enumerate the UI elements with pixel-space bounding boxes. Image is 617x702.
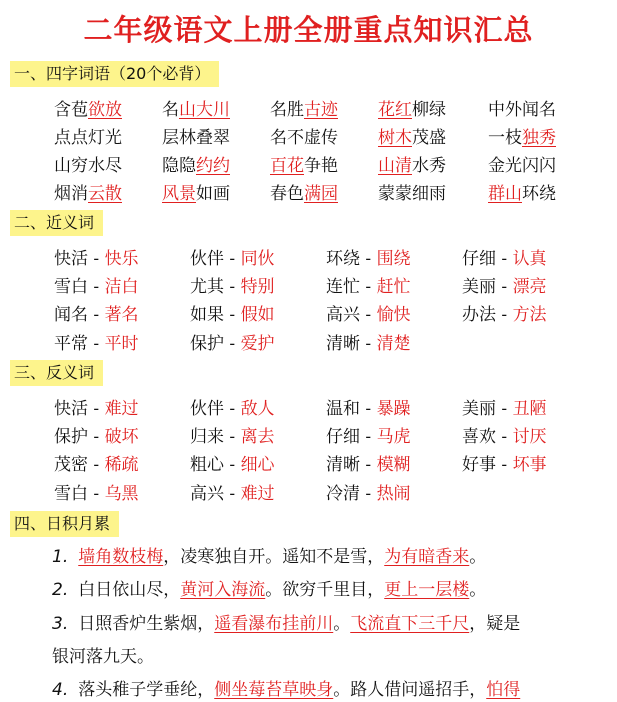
idiom-row [0, 124, 617, 152]
antonym-match: 难过 [104, 399, 139, 419]
poem-number: 4. [52, 680, 69, 700]
synonym-dash: - [360, 249, 377, 269]
synonym-dash: - [224, 277, 241, 297]
idiom-text: 烟消 [54, 184, 88, 204]
antonym-match: 模糊 [376, 455, 411, 475]
synonym-match: 同伙 [240, 249, 275, 269]
synonym-word: 仔细 [462, 249, 496, 269]
poem-text: 日照香炉生紫烟， [78, 614, 215, 634]
antonym-dash: - [360, 427, 377, 447]
idiom-item [54, 124, 122, 152]
idiom-highlight: 欲放 [88, 100, 122, 120]
antonym-pair [326, 395, 411, 423]
synonym-word: 办法 [462, 305, 496, 325]
antonym-word: 冷清 [326, 484, 360, 504]
synonym-row [0, 330, 617, 358]
antonym-row [0, 451, 617, 479]
idiom-item [378, 180, 446, 208]
antonym-dash: - [496, 399, 513, 419]
synonym-dash: - [224, 334, 241, 354]
poem-highlight: 遥看瀑布挂前川 [214, 614, 334, 634]
antonym-word: 粗心 [190, 455, 224, 475]
poem-text: 白日依山尽， [78, 580, 181, 600]
poem-text: ，疑是 [469, 614, 521, 634]
synonym-dash: - [224, 305, 241, 325]
poem-highlight: 飞流直下三千尺 [350, 614, 470, 634]
synonym-pair [54, 301, 139, 329]
idiom-highlight: 约约 [196, 156, 230, 176]
synonym-match: 爱护 [240, 334, 275, 354]
antonym-pair [326, 451, 411, 479]
idiom-text: 点点灯光 [54, 128, 122, 148]
idiom-text: 山穷水尽 [54, 156, 122, 176]
idiom-item [488, 180, 556, 208]
antonym-dash: - [224, 484, 241, 504]
antonym-pair [326, 480, 411, 508]
idiom-highlight [179, 100, 230, 120]
idiom-text: 环绕 [522, 184, 556, 204]
idiom-highlight-part: 山 [179, 100, 196, 120]
idiom-text: 层林叠翠 [162, 128, 230, 148]
antonym-dash: - [360, 399, 377, 419]
synonym-pair [326, 301, 411, 329]
synonym-match: 认真 [512, 249, 547, 269]
idiom-item [162, 96, 230, 124]
antonym-match: 破坏 [104, 427, 139, 447]
idiom-text: 茂盛 [412, 128, 446, 148]
idiom-text: 柳绿 [412, 100, 446, 120]
section-antonyms: 三、反义词 [10, 360, 103, 386]
antonym-dash: - [88, 399, 105, 419]
synonym-dash: - [88, 277, 105, 297]
idiom-text: 名不虚传 [270, 128, 338, 148]
antonym-pair [54, 451, 139, 479]
idiom-item [54, 180, 122, 208]
antonym-match: 乌黑 [104, 484, 139, 504]
synonym-pair [54, 273, 139, 301]
antonym-dash: - [224, 399, 241, 419]
poem-line [52, 612, 520, 636]
antonym-pair [54, 480, 139, 508]
antonym-match: 稀疏 [104, 455, 139, 475]
idiom-highlight: 满园 [304, 184, 338, 204]
idiom-text: 一枝 [488, 128, 522, 148]
synonym-word: 尤其 [190, 277, 224, 297]
idiom-text: 春色 [270, 184, 304, 204]
synonym-word: 雪白 [54, 277, 88, 297]
synonym-match: 特别 [240, 277, 275, 297]
synonym-word: 保护 [190, 334, 224, 354]
idiom-row [0, 152, 617, 180]
idiom-text: 隐隐 [162, 156, 196, 176]
antonym-pair [54, 423, 139, 451]
synonym-pair [190, 273, 275, 301]
antonym-match: 难过 [240, 484, 275, 504]
idiom-highlight: 云散 [88, 184, 122, 204]
antonym-match: 细心 [240, 455, 275, 475]
antonym-match: 丑陋 [512, 399, 547, 419]
poem-text: 。 [333, 614, 351, 634]
idiom-item [54, 152, 122, 180]
synonym-pair [462, 273, 547, 301]
poem-number: 3. [52, 614, 69, 634]
antonym-word: 好事 [462, 455, 496, 475]
synonym-dash: - [360, 305, 377, 325]
antonym-dash: - [496, 427, 513, 447]
idiom-highlight: 树木 [378, 128, 412, 148]
idiom-text: 中外闻名 [488, 100, 556, 120]
idiom-row [0, 180, 617, 208]
synonym-pair [326, 330, 411, 358]
synonym-word: 清晰 [326, 334, 360, 354]
antonym-word: 喜欢 [462, 427, 496, 447]
antonym-match: 敌人 [240, 399, 275, 419]
poem-highlight: 更上一层楼 [384, 580, 470, 600]
idiom-item [378, 152, 446, 180]
synonym-dash: - [88, 305, 105, 325]
idiom-item [270, 96, 338, 124]
synonym-match: 漂亮 [512, 277, 547, 297]
antonym-match: 马虎 [376, 427, 411, 447]
antonym-match: 离去 [240, 427, 275, 447]
antonym-match: 坏事 [512, 455, 547, 475]
antonym-row [0, 423, 617, 451]
antonym-dash: - [224, 427, 241, 447]
antonym-word: 保护 [54, 427, 88, 447]
synonym-word: 美丽 [462, 277, 496, 297]
idiom-highlight: 山清 [378, 156, 412, 176]
synonym-dash: - [496, 249, 513, 269]
section-four-character-idioms: 一、四字词语（20个必背） [10, 61, 219, 87]
synonym-word: 快活 [54, 249, 88, 269]
idiom-highlight: 独秀 [522, 128, 556, 148]
synonym-match: 围绕 [376, 249, 411, 269]
synonym-word: 伙伴 [190, 249, 224, 269]
synonym-match: 平时 [104, 334, 139, 354]
synonym-pair [462, 301, 547, 329]
synonym-word: 环绕 [326, 249, 360, 269]
antonym-match: 暴躁 [376, 399, 411, 419]
synonym-dash: - [360, 334, 377, 354]
antonym-pair [462, 423, 547, 451]
idiom-item [488, 124, 556, 152]
synonym-dash: - [88, 249, 105, 269]
synonym-word: 高兴 [326, 305, 360, 325]
idiom-highlight: 古迹 [304, 100, 338, 120]
poem-highlight: 墙角数枝梅 [78, 547, 164, 567]
synonym-dash: - [224, 249, 241, 269]
poem-text: 。欲穷千里目， [265, 580, 385, 600]
synonym-dash: - [496, 277, 513, 297]
idiom-highlight: 花红 [378, 100, 412, 120]
poem-line [52, 678, 520, 702]
idiom-item [162, 180, 230, 208]
antonym-word: 快活 [54, 399, 88, 419]
synonym-match: 快乐 [104, 249, 139, 269]
poem-text: 落头稚子学垂纶， [78, 680, 215, 700]
antonym-dash: - [360, 455, 377, 475]
antonym-pair [326, 423, 411, 451]
antonym-dash: - [88, 484, 105, 504]
synonym-match: 假如 [240, 305, 275, 325]
idiom-highlight: 群山 [488, 184, 522, 204]
idiom-item [270, 180, 338, 208]
synonym-word: 平常 [54, 334, 88, 354]
synonym-match: 方法 [512, 305, 547, 325]
poem-text: 银河落九天。 [52, 647, 154, 667]
synonym-pair [190, 330, 275, 358]
section-synonyms: 二、近义词 [10, 210, 103, 236]
idiom-item [378, 124, 446, 152]
synonym-pair [54, 245, 139, 273]
synonym-dash: - [496, 305, 513, 325]
synonym-pair [190, 301, 275, 329]
idiom-text: 含苞 [54, 100, 88, 120]
poem-highlight: 为有暗香来 [384, 547, 470, 567]
idiom-item [270, 152, 338, 180]
idiom-text: 如画 [196, 184, 230, 204]
idiom-text: 蒙蒙细雨 [378, 184, 446, 204]
antonym-word: 仔细 [326, 427, 360, 447]
synonym-word: 闻名 [54, 305, 88, 325]
synonym-pair [326, 245, 411, 273]
antonym-pair [190, 480, 275, 508]
antonym-pair [190, 423, 275, 451]
section-daily-accumulation: 四、日积月累 [10, 511, 119, 537]
poem-text: 。路人借问遥招手， [333, 680, 487, 700]
synonym-pair [190, 245, 275, 273]
idiom-item [488, 96, 556, 124]
antonym-row [0, 480, 617, 508]
synonym-match: 著名 [104, 305, 139, 325]
synonym-pair [462, 245, 547, 273]
antonym-pair [462, 451, 547, 479]
synonym-row [0, 301, 617, 329]
antonym-word: 雪白 [54, 484, 88, 504]
antonym-word: 温和 [326, 399, 360, 419]
idiom-item [162, 152, 230, 180]
poem-highlight: 怕得 [486, 680, 521, 700]
idiom-highlight: 百花 [270, 156, 304, 176]
synonym-dash: - [360, 277, 377, 297]
synonym-match: 洁白 [104, 277, 139, 297]
antonym-word: 高兴 [190, 484, 224, 504]
antonym-word: 伙伴 [190, 399, 224, 419]
antonym-dash: - [360, 484, 377, 504]
idiom-item [162, 124, 230, 152]
synonym-row [0, 245, 617, 273]
synonym-row [0, 273, 617, 301]
antonym-pair [462, 395, 547, 423]
poem-highlight: 黄河入海流 [180, 580, 266, 600]
idiom-item [488, 152, 556, 180]
idiom-text: 争艳 [304, 156, 338, 176]
antonym-pair [54, 395, 139, 423]
idiom-highlight-part: 大 [196, 100, 213, 120]
synonym-word: 连忙 [326, 277, 360, 297]
poem-number: 2. [52, 580, 69, 600]
idiom-text: 名胜 [270, 100, 304, 120]
idiom-item [378, 96, 446, 124]
antonym-word: 茂密 [54, 455, 88, 475]
poem-text: 。 [469, 580, 487, 600]
idiom-text: 金光闪闪 [488, 156, 556, 176]
idiom-highlight: 风景 [162, 184, 196, 204]
synonym-word: 如果 [190, 305, 224, 325]
synonym-match: 清楚 [376, 334, 411, 354]
poem-text: 。 [469, 547, 487, 567]
antonym-row [0, 395, 617, 423]
synonym-match: 愉快 [376, 305, 411, 325]
poem-number: 1. [52, 547, 69, 567]
synonym-dash: - [88, 334, 105, 354]
poem-line [52, 578, 486, 602]
synonym-pair [326, 273, 411, 301]
poem-highlight: 侧坐莓苔草映身 [214, 680, 334, 700]
idiom-row [0, 96, 617, 124]
synonym-pair [54, 330, 139, 358]
idiom-text: 名 [162, 100, 179, 120]
idiom-item [54, 96, 122, 124]
idiom-item [270, 124, 338, 152]
antonym-word: 美丽 [462, 399, 496, 419]
antonym-match: 热闹 [376, 484, 411, 504]
antonym-dash: - [224, 455, 241, 475]
antonym-match: 讨厌 [512, 427, 547, 447]
antonym-dash: - [88, 427, 105, 447]
idiom-highlight-part: 川 [213, 100, 230, 120]
antonym-dash: - [496, 455, 513, 475]
antonym-pair [190, 395, 275, 423]
poem-line [52, 545, 486, 569]
idiom-text: 水秀 [412, 156, 446, 176]
antonym-word: 清晰 [326, 455, 360, 475]
poem-text: ，凌寒独自开。遥知不是雪， [163, 547, 385, 567]
page-title: 二年级语文上册全册重点知识汇总 [83, 13, 534, 47]
antonym-pair [190, 451, 275, 479]
antonym-dash: - [88, 455, 105, 475]
antonym-word: 归来 [190, 427, 224, 447]
poem-line [52, 645, 154, 669]
synonym-match: 赶忙 [376, 277, 411, 297]
